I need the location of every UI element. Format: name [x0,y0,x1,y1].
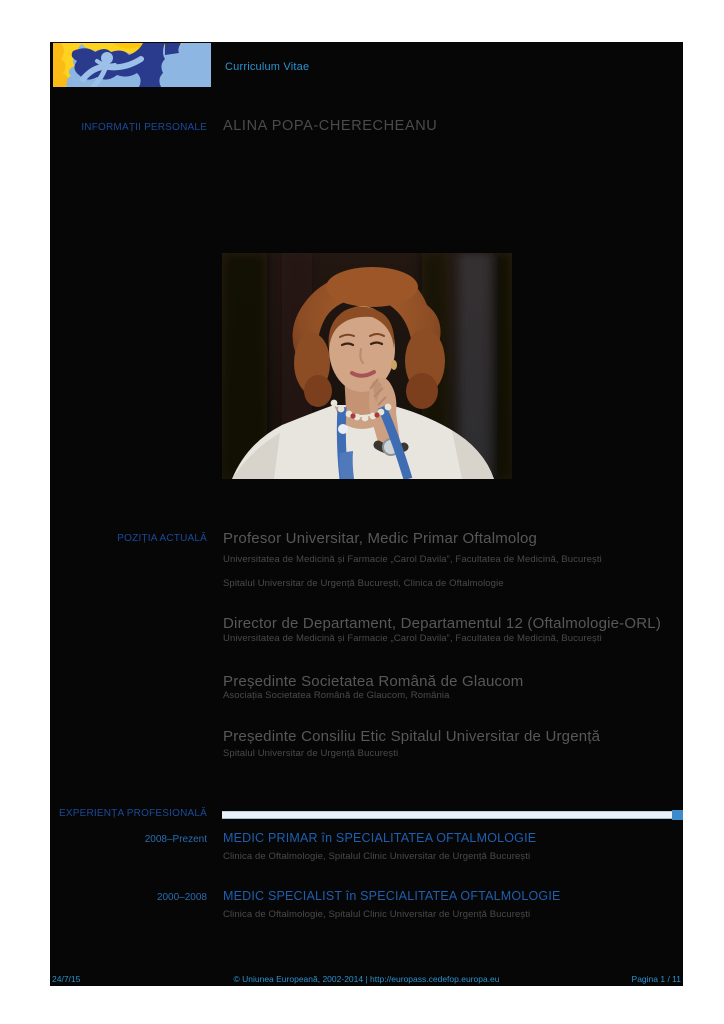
current-position-section-label: POZIȚIA ACTUALĂ [117,533,207,544]
position-detail: Universitatea de Medicină și Farmacie „Carol Davila”, Facultatea de Medicină, București [223,633,602,644]
cv-title: Curriculum Vitae [225,61,310,73]
experience-detail: Clinica de Oftalmologie, Spitalul Clinic Universitar de Urgență București [223,851,531,862]
experience-detail: Clinica de Oftalmologie, Spitalul Clinic Universitar de Urgență București [223,909,531,920]
position-detail: Asociația Societatea Română de Glaucom, România [223,690,450,701]
experience-period: 2008–Prezent [144,834,207,845]
divider-end-cap [672,810,683,820]
profile-photo [222,253,512,479]
position-title: Președinte Consiliu Etic Spitalul Universitar de Urgență [223,728,601,745]
position-detail: Spitalul Universitar de Urgență București [223,748,399,759]
europass-logo-graphic [53,43,211,87]
position-title: Director de Departament, Departamentul 12 (Oftalmologie-ORL) [223,615,662,632]
position-detail: Universitatea de Medicină și Farmacie „Carol Davila”, Facultatea de Medicină, București [223,554,602,565]
position-title: Președinte Societatea Română de Glaucom [223,673,524,690]
experience-title: MEDIC SPECIALIST în SPECIALITATEA OFTALMOLOGIE [223,889,561,903]
personal-name: ALINA POPA-CHERECHEANU [223,118,438,134]
experience-period: 2000–2008 [156,892,207,903]
divider-track [222,811,672,819]
section-divider-bar [222,810,683,820]
footer-page-number: Pagina 1 / 11 [631,974,681,984]
position-title: Profesor Universitar, Medic Primar Oftalmolog [223,530,538,547]
personal-section-label: INFORMAȚII PERSONALE [81,122,207,133]
footer-date: 24/7/15 [52,974,81,984]
cv-page [50,42,683,986]
experience-title: MEDIC PRIMAR în SPECIALITATEA OFTALMOLOGIE [223,831,537,845]
footer-copyright: © Uniunea Europeană, 2002-2014 | http://europass.cedefop.europa.eu [233,974,500,984]
europass-logo [53,43,211,87]
profile-photo-graphic [222,253,512,479]
experience-section-label: EXPERIENȚA PROFESIONALĂ [59,808,207,819]
position-detail: Spitalul Universitar de Urgență București, Clinica de Oftalmologie [223,578,504,589]
